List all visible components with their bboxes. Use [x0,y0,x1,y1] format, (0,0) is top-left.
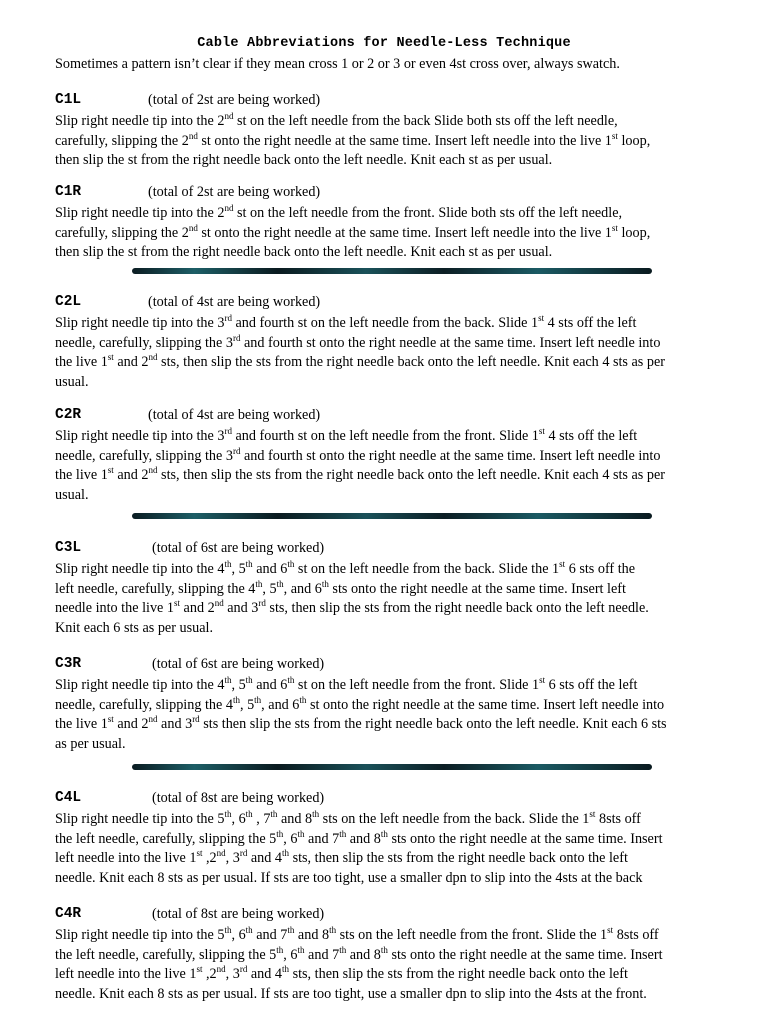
instruction-line: Slip right needle tip into the 2nd st on the left needle from the back Slide both sts off the left needle, [55,111,618,129]
instruction-line: Slip right needle tip into the 5th, 6th and 7th and 8th sts on the left needle from the front. Slide the 1st 8sts off [55,925,659,943]
instruction-line: carefully, slipping the 2nd st onto the right needle at the same time. Insert left needle into the live 1st loop, [55,222,651,241]
instruction-text [55,204,735,263]
instruction-line: needle, carefully, slipping the 4th, 5th, and 6th st onto the right needle at the same time. Insert left needle into [55,694,665,713]
instruction-line: Slip right needle tip into the 5th, 6th , 7th and 8th sts on the left needle from the back. Slide the 1st 8sts off [55,809,641,827]
instruction-line: as per usual. [55,735,126,752]
abbrev-code: C2R [55,407,82,423]
instruction-line: Knit each 6 sts as per usual. [55,619,213,636]
stitch-count-note: (total of 6st are being worked) [152,540,325,556]
section-divider [132,268,652,274]
stitch-count-note: (total of 4st are being worked) [148,294,321,310]
instruction-line: needle. Knit each 8 sts as per usual. If sts are too tight, use a smaller dpn to slip into the 4sts at the back [55,869,643,886]
instruction-text [55,112,735,171]
instruction-line: left needle into the live 1st ,2nd, 3rd and 4th sts, then slip the sts from the right needle back onto the left [55,848,628,867]
instruction-line: needle, carefully, slipping the 3rd and fourth st onto the right needle at the same time. Insert left needle into [55,332,661,351]
stitch-count-note: (total of 2st are being worked) [148,92,321,108]
section-c1l [55,92,735,171]
instruction-line: Slip right needle tip into the 4th, 5th and 6th st on the left needle from the back. Slide the 1st 6 sts off the [55,559,636,577]
stitch-count-note: (total of 2st are being worked) [148,184,321,200]
instruction-line: usual. [55,486,89,503]
intro-text: Sometimes a pattern isn’t clear if they mean cross 1 or 2 or 3 or even 4st cross over, always swatch. [55,56,620,72]
stitch-count-note: (total of 6st are being worked) [152,656,325,672]
instruction-line: carefully, slipping the 2nd st onto the right needle at the same time. Insert left needle into the live 1st loop, [55,130,651,149]
section-c3l [55,540,735,638]
instruction-text [55,427,735,505]
instruction-line: needle, carefully, slipping the 3rd and fourth st onto the right needle at the same time. Insert left needle into [55,445,661,464]
section-c4r [55,906,735,1004]
abbrev-code: C3R [55,656,82,672]
instruction-line: Slip right needle tip into the 3rd and fourth st on the left needle from the front. Slide 1st 4 sts off the left [55,426,638,444]
instruction-text [55,810,735,888]
instruction-line: left needle into the live 1st ,2nd, 3rd and 4th sts, then slip the sts from the right needle back onto the left [55,964,628,983]
instruction-line: Slip right needle tip into the 3rd and fourth st on the left needle from the back. Slide 1st 4 sts off the left [55,313,637,331]
section-c2l [55,294,735,392]
stitch-count-note: (total of 8st are being worked) [152,906,325,922]
abbrev-code: C1R [55,184,82,200]
section-divider [132,513,652,519]
abbrev-code: C1L [55,92,82,108]
section-divider [132,764,652,770]
instruction-line: left needle, carefully, slipping the 4th, 5th, and 6th sts onto the right needle at the same time. Insert left [55,578,626,597]
instruction-line: usual. [55,373,89,390]
section-c1r [55,184,735,263]
instruction-text [55,314,735,392]
section-c4l [55,790,735,888]
page-title: Cable Abbreviations for Needle-Less Technique [197,36,571,51]
instruction-line: needle into the live 1st and 2nd and 3rd sts, then slip the sts from the right needle back onto the left needle. [55,598,649,617]
instruction-line: Slip right needle tip into the 4th, 5th and 6th st on the left needle from the front. Slide 1st 6 sts off the left [55,675,638,693]
instruction-text [55,926,735,1004]
abbrev-code: C3L [55,540,82,556]
instruction-line: the live 1st and 2nd sts, then slip the sts from the right needle back onto the left needle. Knit each 4 sts as per [55,352,665,371]
instruction-line: the live 1st and 2nd sts, then slip the sts from the right needle back onto the left needle. Knit each 4 sts as per [55,465,665,484]
instruction-line: the left needle, carefully, slipping the 5th, 6th and 7th and 8th sts onto the right needle at the same time. Insert [55,828,663,847]
instruction-line: the live 1st and 2nd and 3rd sts then slip the sts from the right needle back onto the left needle. Knit each 6 sts [55,714,667,733]
abbrev-code: C2L [55,294,82,310]
instruction-line: then slip the st from the right needle back onto the left needle. Knit each st as per usual. [55,244,553,261]
section-c3r [55,656,735,754]
stitch-count-note: (total of 4st are being worked) [148,407,321,423]
instruction-text [55,560,735,638]
instruction-text [55,676,735,754]
instruction-line: Slip right needle tip into the 2nd st on the left needle from the front. Slide both sts off the left needle, [55,203,623,221]
instruction-line: the left needle, carefully, slipping the 5th, 6th and 7th and 8th sts onto the right needle at the same time. Insert [55,944,663,963]
instruction-line: then slip the st from the right needle back onto the left needle. Knit each st as per usual. [55,152,553,169]
abbrev-code: C4R [55,906,82,922]
instruction-line: needle. Knit each 8 sts as per usual. If sts are too tight, use a smaller dpn to slip into the 4sts at the front. [55,985,647,1002]
stitch-count-note: (total of 8st are being worked) [152,790,325,806]
section-c2r [55,407,735,505]
abbrev-code: C4L [55,790,82,806]
